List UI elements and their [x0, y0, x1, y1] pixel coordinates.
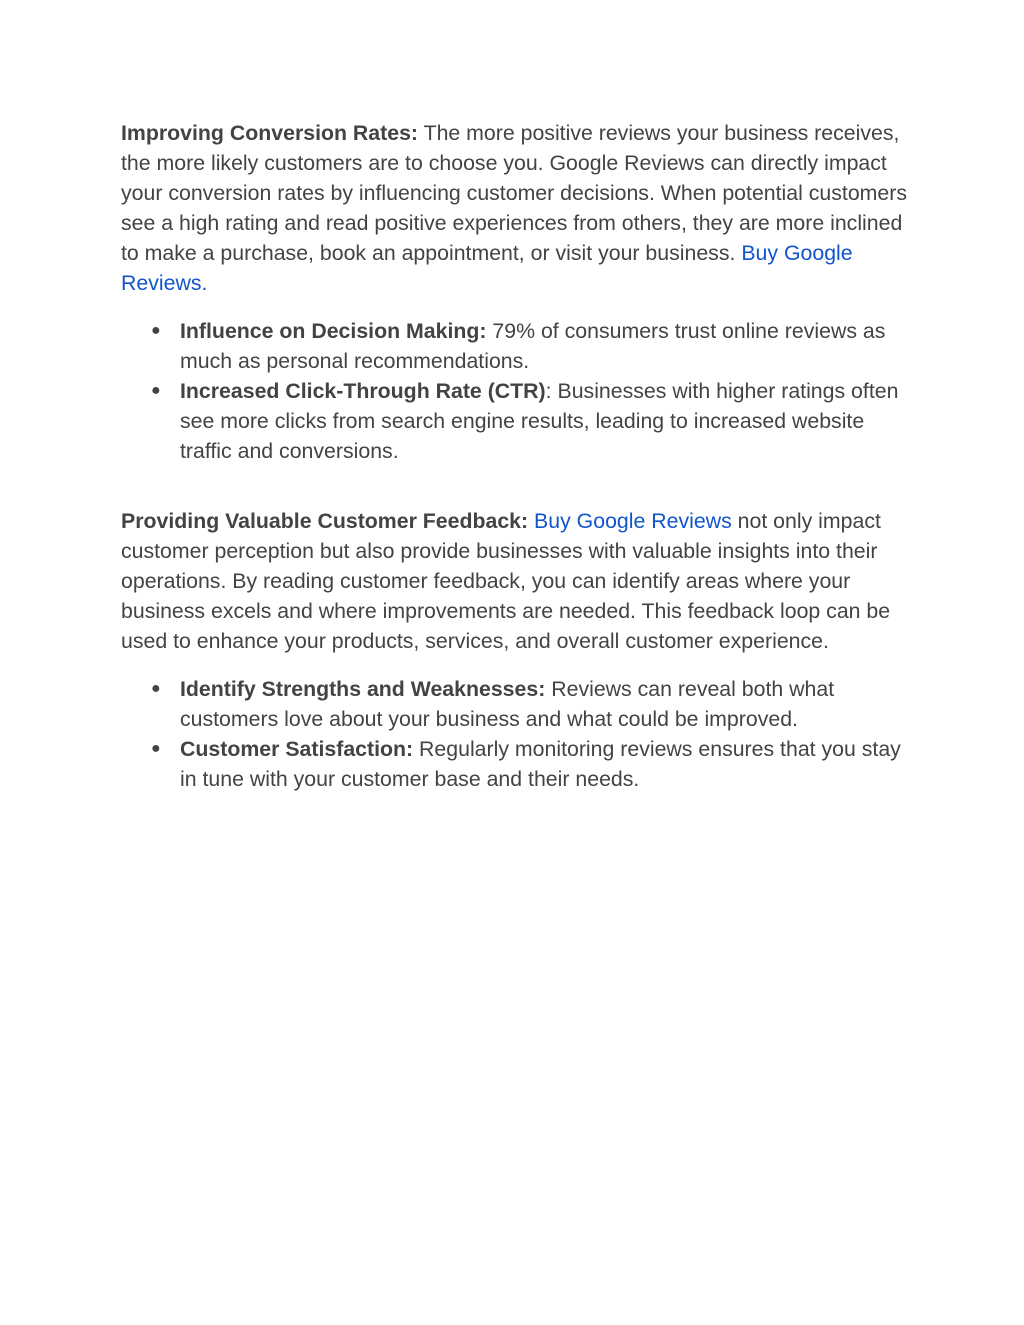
list-item	[151, 674, 911, 734]
bullet-list-feedback	[121, 674, 911, 794]
buy-google-reviews-link[interactable]: Buy Google Reviews.	[121, 241, 853, 295]
heading-customer-feedback: Providing Valuable Customer Feedback:	[121, 509, 529, 533]
bullet-text: 79% of consumers trust online reviews as much as personal recommendations.	[180, 319, 886, 373]
list-item	[151, 316, 911, 376]
bullet-label: Identify Strengths and Weaknesses:	[180, 677, 546, 701]
heading-conversion-rates: Improving Conversion Rates:	[121, 121, 419, 145]
bullet-icon: ●	[151, 322, 161, 339]
bullet-label: Increased Click-Through Rate (CTR)	[180, 379, 546, 403]
paragraph-conversion-rates	[121, 118, 911, 298]
paragraph-customer-feedback	[121, 506, 911, 656]
paragraph-text: The more positive reviews your business receives, the more likely customers are to choose you. Google Reviews can directly impact your conversion rates by influencing customer decisions. When potential customers see a high rating and read positive experiences from others, they are more inclined to make a purchase, book an appointment, or visit your business.	[121, 121, 907, 265]
document-page	[121, 118, 911, 794]
bullet-label: Influence on Decision Making:	[180, 319, 487, 343]
bullet-icon: ●	[151, 680, 161, 697]
list-item	[151, 376, 911, 466]
bullet-list-conversion	[121, 316, 911, 466]
bullet-icon: ●	[151, 740, 161, 757]
buy-google-reviews-link[interactable]: Buy Google Reviews	[534, 509, 732, 533]
list-item	[151, 734, 911, 794]
bullet-icon: ●	[151, 382, 161, 399]
bullet-text: Reviews can reveal both what customers love about your business and what could be improved.	[180, 677, 835, 731]
paragraph-text: not only impact customer perception but also provide businesses with valuable insights into their operations. By reading customer feedback, you can identify areas where your business excels and where improvements are needed. This feedback loop can be used to enhance your products, services, and overall customer experience.	[121, 509, 891, 653]
section-spacer	[121, 466, 911, 506]
bullet-text: : Businesses with higher ratings often see more clicks from search engine results, leading to increased website traffic and conversions.	[180, 379, 899, 463]
bullet-text: Regularly monitoring reviews ensures that you stay in tune with your customer base and their needs.	[180, 737, 901, 791]
bullet-label: Customer Satisfaction:	[180, 737, 414, 761]
